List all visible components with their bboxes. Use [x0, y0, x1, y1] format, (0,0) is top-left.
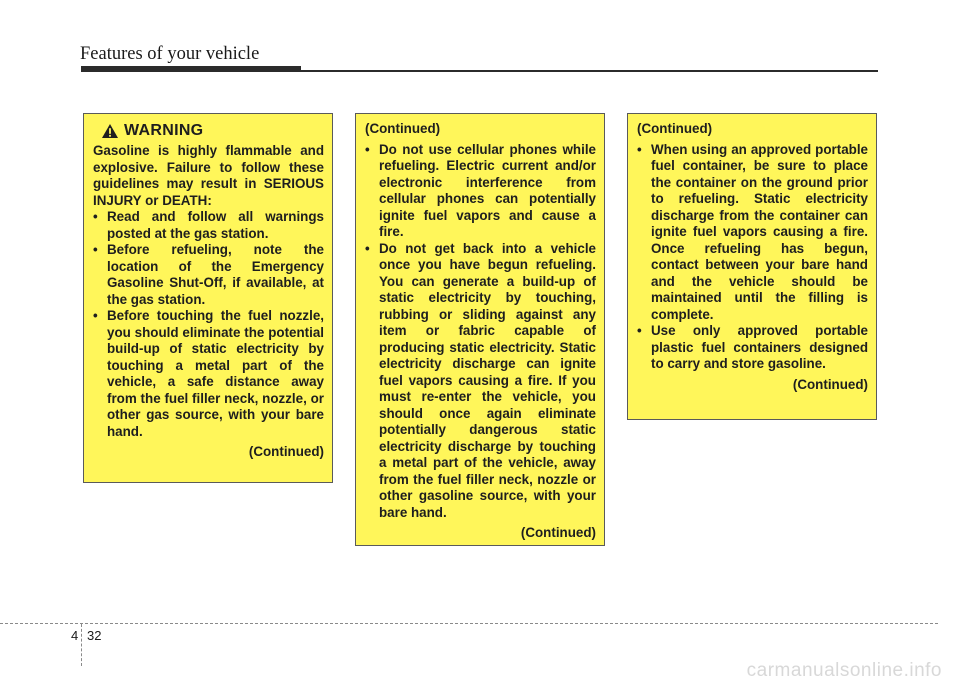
- warning-panel-continued-2: [627, 113, 877, 420]
- panel3-continued-top: (Continued): [637, 121, 713, 136]
- panel2-continued-bottom: (Continued): [520, 525, 596, 540]
- page-chapter-number: 4: [71, 628, 79, 643]
- panel2-continued-top: (Continued): [365, 121, 441, 136]
- warning-panel-continued-1: [355, 113, 605, 546]
- page-header-title: Features of your vehicle: [80, 44, 260, 64]
- panel2-bullet-1: • Do not use cellular phones while refueling. Electric current and/or electronic interference from cellular phones can potentially ignite fuel vapors and cause a fire.: [365, 142, 596, 241]
- footer-dashed-divider: [81, 624, 82, 666]
- warning-bullet-2: • Before refueling, note the location of the Emergency Gasoline Shut-Off, if available, at the gas station.: [93, 242, 324, 308]
- watermark-text: carmanualsonline.info: [746, 660, 942, 681]
- panel3-bullet-2: • Use only approved portable plastic fuel containers designed to carry and store gasoline.: [637, 323, 868, 373]
- warning-heading-label: WARNING: [124, 122, 204, 139]
- warning-continued: (Continued): [248, 444, 324, 459]
- header-rule-thin: [300, 70, 878, 72]
- warning-heading: [93, 121, 324, 141]
- warning-intro: Gasoline is highly flammable and explosive. Failure to follow these guidelines may result in SERIOUS INJURY or DEATH:: [93, 143, 324, 208]
- page-number: 32: [87, 628, 102, 643]
- warning-bullet-1: • Read and follow all warnings posted at the gas station.: [93, 209, 324, 242]
- panel3-bullet-1: • When using an approved portable fuel container, be sure to place the container on the ground prior to refueling. Static electricity discharge from the container can ignite fuel vapors causing a fire. Once refueling has begun, contact between your bare hand and the vehicle should be maintained until the filling is complete.: [637, 142, 868, 324]
- warning-bullet-3: • Before touching the fuel nozzle, you should eliminate the potential build-up of static electricity by touching a metal part of the vehicle, a safe distance away from the fuel filler neck, nozzle, or other gas source, with your bare hand.: [93, 308, 324, 440]
- header-rule-thick: [81, 66, 301, 72]
- footer-dashed-rule: [0, 623, 938, 624]
- warning-panel: [83, 113, 333, 483]
- panel3-continued-bottom: (Continued): [792, 376, 868, 392]
- panel2-bullet-2: • Do not get back into a vehicle once you have begun refueling. You can generate a build-up of static electricity by touching, rubbing or sliding against any item or fabric capable of producing static electricity. Static electricity discharge can ignite fuel vapors causing a fire. If you must re-enter the vehicle, you should once again eliminate potentially dangerous static electricity discharge by touching a metal part of the vehicle, away from the fuel filler neck, nozzle or other gasoline source, with your bare hand.: [365, 241, 596, 522]
- warning-triangle-icon: [101, 123, 119, 139]
